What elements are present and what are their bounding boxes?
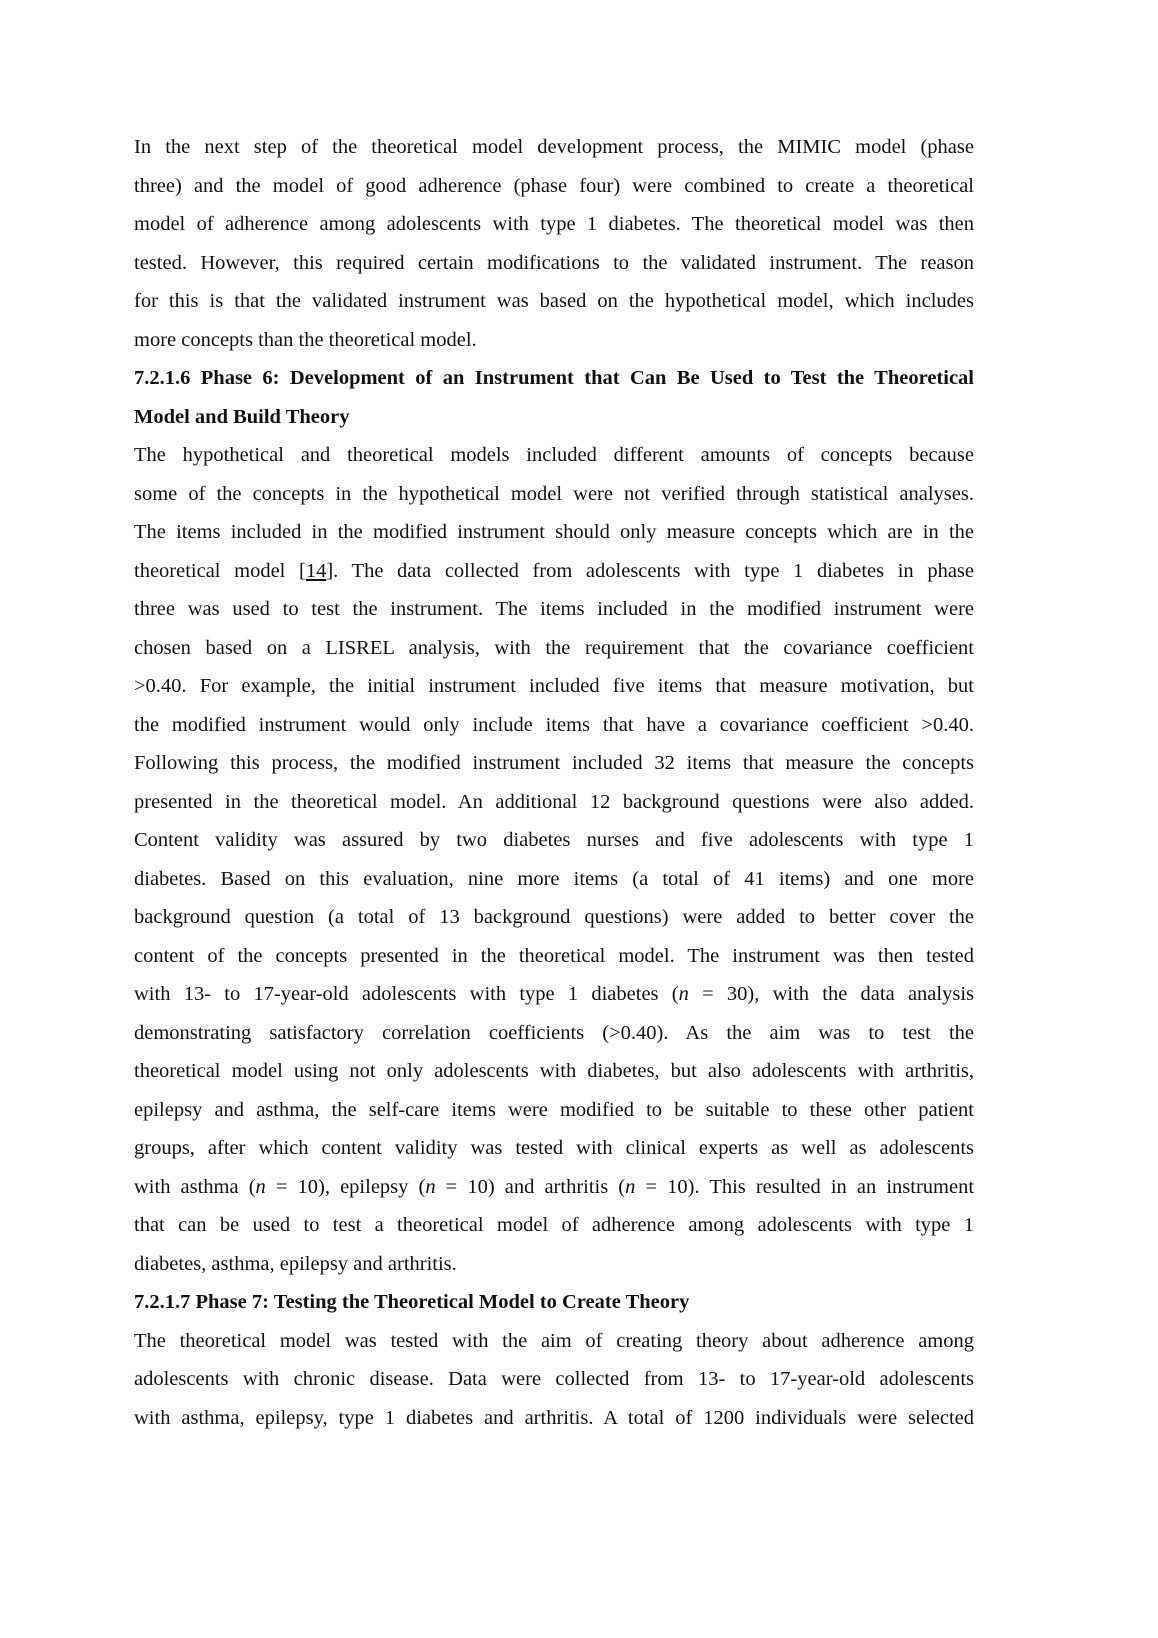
- text-line: In the next step of the theoretical model development process, the MIMIC model (phase: [134, 136, 974, 158]
- italic-variable: n: [678, 983, 689, 1005]
- paragraph: [134, 1322, 974, 1438]
- citation-link[interactable]: 14: [305, 559, 327, 582]
- text-line: Following this process, the modified instrument included 32 items that measure the concepts: [134, 752, 974, 774]
- text-line: Model and Build Theory: [134, 405, 350, 428]
- text-segment: with asthma (: [134, 1175, 256, 1198]
- text-line: [134, 1168, 974, 1207]
- text-line: The hypothetical and theoretical models included different amounts of concepts because: [134, 444, 974, 466]
- text-line: three was used to test the instrument. The items included in the modified instrument were: [134, 598, 974, 620]
- text-line: adolescents with chronic disease. Data were collected from 13- to 17-year-old adolescents: [134, 1368, 974, 1390]
- text-segment: ]. The data collected from adolescents with type 1 diabetes in phase: [326, 559, 974, 582]
- text-line: for this is that the validated instrument was based on the hypothetical model, which includes: [134, 290, 974, 312]
- text-line: that can be used to test a theoretical model of adherence among adolescents with type 1: [134, 1214, 974, 1236]
- text-line: epilepsy and asthma, the self-care items were modified to be suitable to these other patient: [134, 1098, 974, 1121]
- text-line: some of the concepts in the hypothetical model were not verified through statistical analyses.: [134, 482, 974, 505]
- section-heading: [134, 1283, 974, 1322]
- text-line: [134, 552, 974, 591]
- text-line: chosen based on a LISREL analysis, with the requirement that the covariance coefficient: [134, 636, 974, 659]
- text-line: [134, 975, 974, 1014]
- text-line: 7.2.1.6 Phase 6: Development of an Instrument that Can Be Used to Test the Theoretical: [134, 367, 974, 389]
- text-line: diabetes. Based on this evaluation, nine more items (a total of 41 items) and one more: [134, 867, 974, 890]
- text-segment: = 10). This resulted in an instrument: [635, 1175, 974, 1198]
- italic-variable: n: [255, 1175, 266, 1198]
- text-line: presented in the theoretical model. An additional 12 background questions were also added.: [134, 790, 974, 813]
- text-segment: theoretical model [: [134, 559, 306, 582]
- text-line: The items included in the modified instrument should only measure concepts which are in the: [134, 521, 974, 543]
- text-segment: = 10) and arthritis (: [435, 1175, 626, 1198]
- text-line: background question (a total of 13 background questions) were added to better cover the: [134, 906, 974, 928]
- text-segment: with 13- to 17-year-old adolescents with type 1 diabetes (: [134, 983, 679, 1005]
- text-line: >0.40. For example, the initial instrument included five items that measure motivation, but: [134, 675, 974, 697]
- paragraph: [134, 128, 974, 359]
- text-line: with asthma, epilepsy, type 1 diabetes and arthritis. A total of 1200 individuals were selected: [134, 1406, 974, 1429]
- text-line: content of the concepts presented in the theoretical model. The instrument was then tested: [134, 944, 974, 967]
- text-line: 7.2.1.7 Phase 7: Testing the Theoretical Model to Create Theory: [134, 1291, 690, 1313]
- text-line: diabetes, asthma, epilepsy and arthritis.: [134, 1252, 457, 1275]
- text-line: model of adherence among adolescents with type 1 diabetes. The theoretical model was then: [134, 213, 974, 235]
- text-line: more concepts than the theoretical model.: [134, 328, 477, 351]
- text-line: demonstrating satisfactory correlation coefficients (>0.40). As the aim was to test the: [134, 1021, 974, 1044]
- text-line: three) and the model of good adherence (phase four) were combined to create a theoretical: [134, 174, 974, 197]
- text-segment: = 10), epilepsy (: [265, 1175, 426, 1198]
- text-line: tested. However, this required certain modifications to the validated instrument. The reason: [134, 251, 974, 274]
- section-heading: [134, 359, 974, 436]
- text-line: groups, after which content validity was tested with clinical experts as well as adolescents: [134, 1137, 974, 1159]
- text-line: the modified instrument would only include items that have a covariance coefficient >0.40.: [134, 713, 974, 736]
- italic-variable: n: [625, 1175, 636, 1198]
- italic-variable: n: [425, 1175, 436, 1198]
- text-segment: = 30), with the data analysis: [688, 983, 974, 1005]
- paragraph: [134, 436, 974, 1283]
- text-line: Content validity was assured by two diabetes nurses and five adolescents with type 1: [134, 829, 974, 851]
- document-page: [134, 128, 974, 1437]
- text-line: The theoretical model was tested with the aim of creating theory about adherence among: [134, 1329, 974, 1352]
- text-line: theoretical model using not only adolescents with diabetes, but also adolescents with arthritis,: [134, 1060, 974, 1082]
